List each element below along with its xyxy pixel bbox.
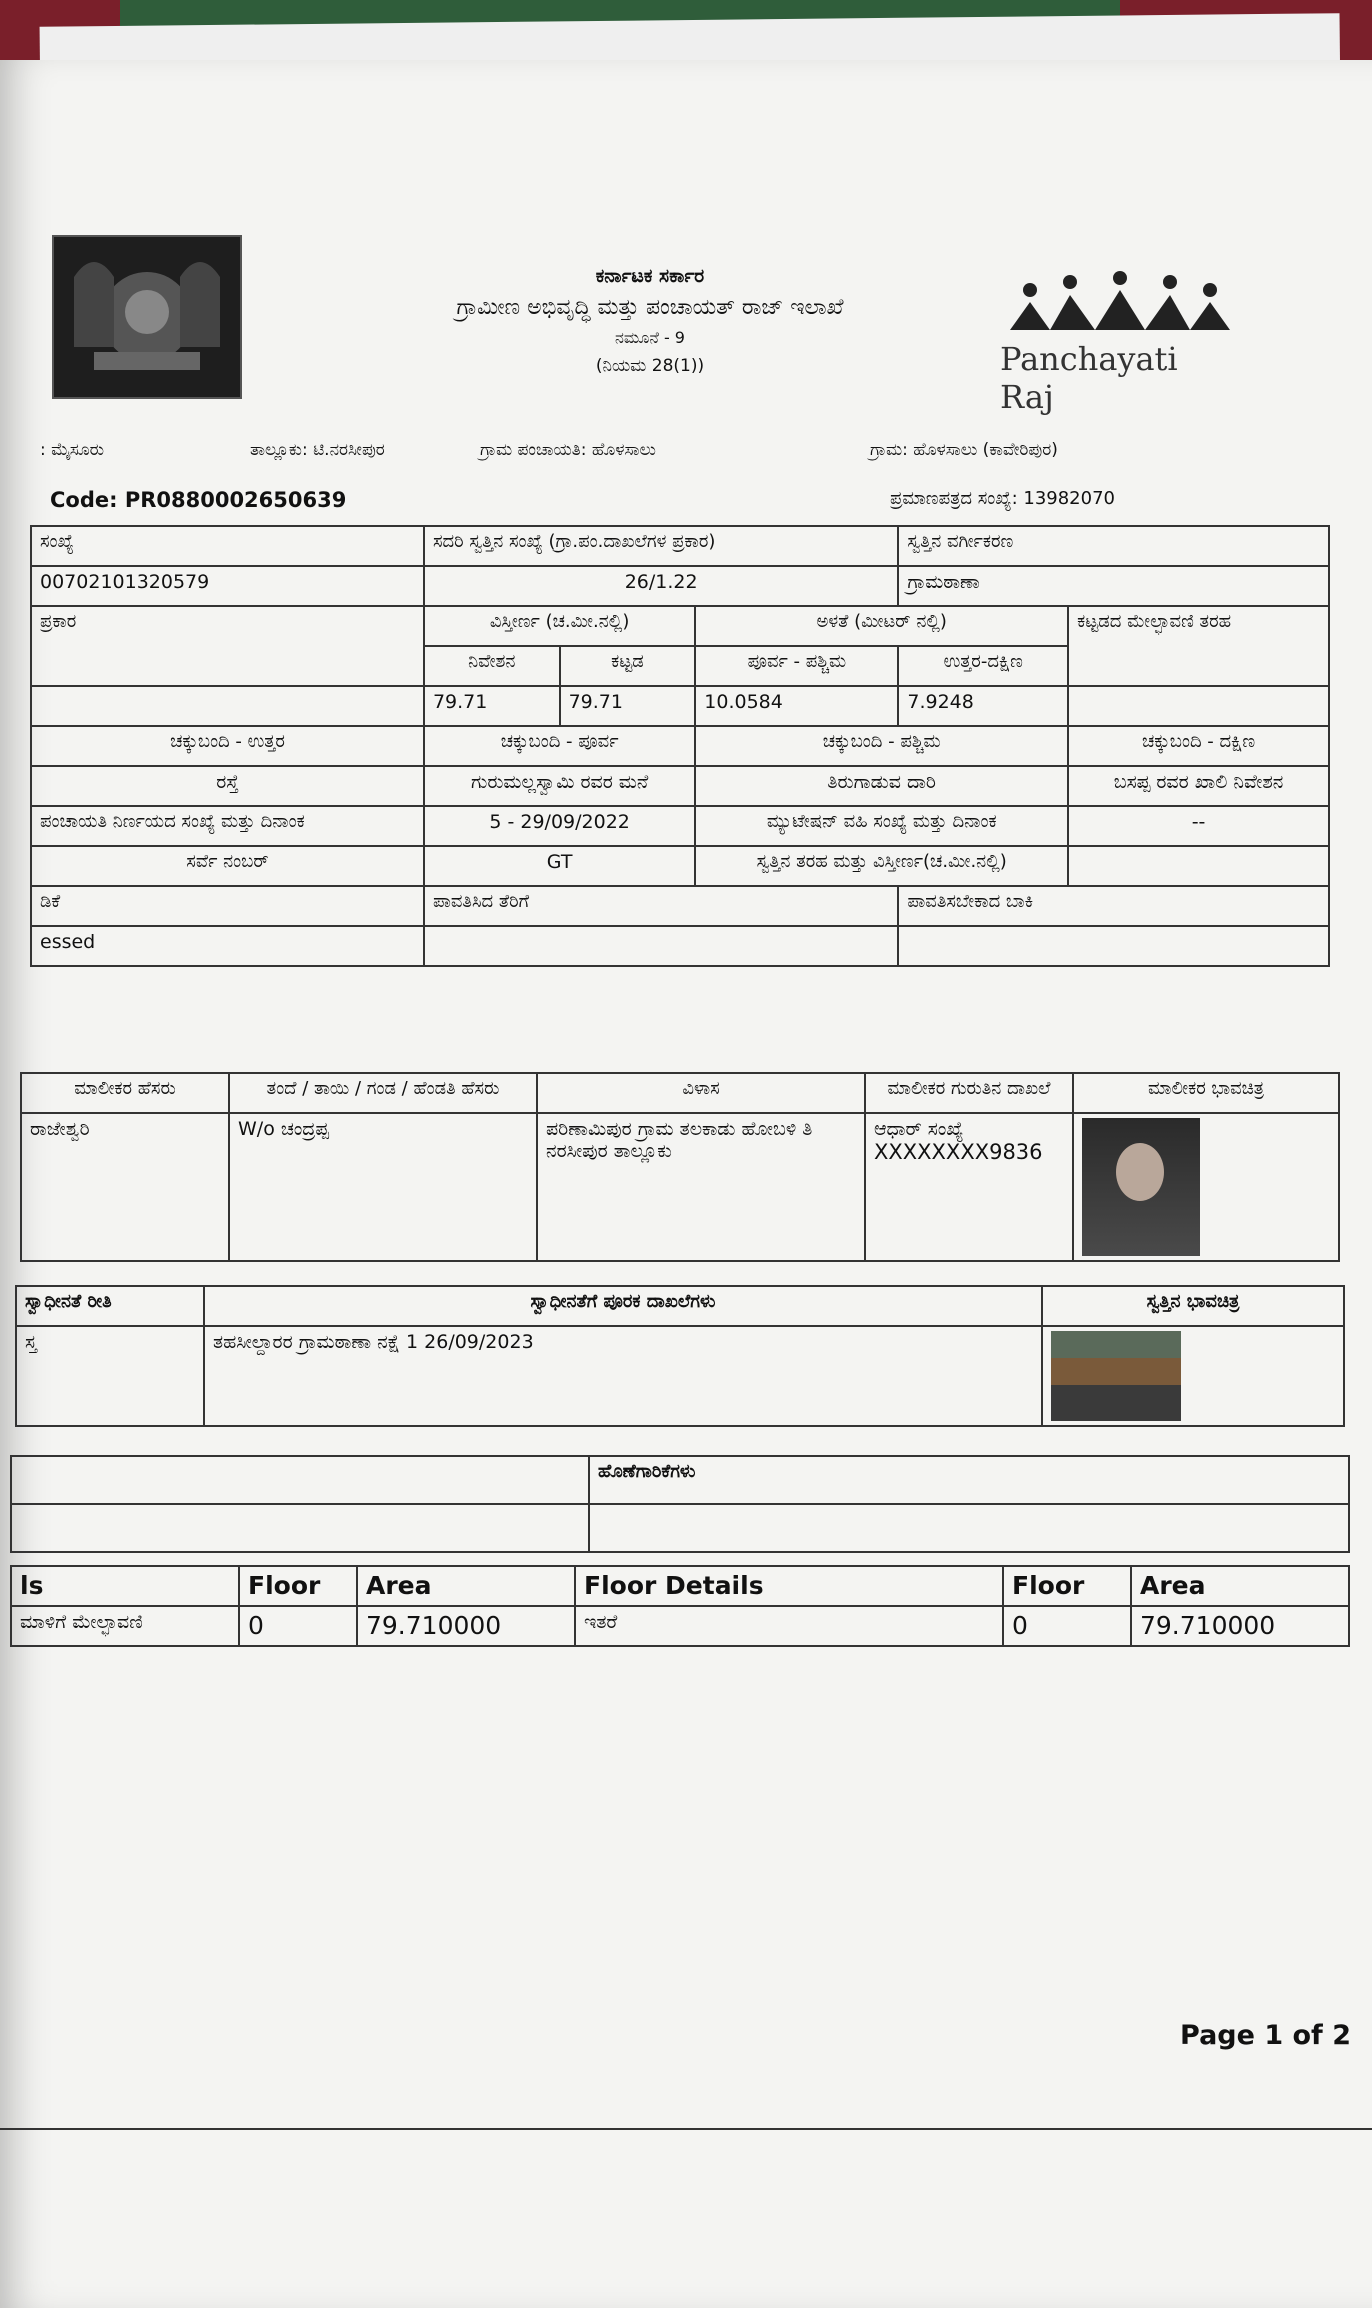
owner-photo-cell [1073,1113,1339,1261]
logo-text: Panchayati Raj [1000,340,1178,416]
table-row [31,846,1329,886]
photo-header: ಮಾಲೀಕರ ಭಾವಚಿತ್ರ [1073,1073,1339,1113]
divider [0,2128,1372,2130]
table-row [31,526,1329,566]
mutation-value: -- [1068,806,1329,846]
area-header: Area [1131,1566,1349,1606]
empty-cell [424,926,898,966]
id-number: XXXXXXXX9836 [874,1140,1043,1164]
panchayati-raj-icon [1000,270,1240,340]
col-property-number: ಸದರಿ ಸ್ವತ್ತಿನ ಸಂಖ್ಯೆ (ಗ್ರಾ.ಪಂ.ದಾಖಲೆಗಳ ಪ್ರಕಾರ) [424,526,898,566]
empty-cell [898,926,1329,966]
paid-tax-label: ಪಾವತಿಸಿದ ತೆರಿಗೆ [424,886,898,926]
page-number: Page 1 of 2 [1180,2020,1351,2051]
floor-area: 79.710000 [357,1606,575,1646]
possession-mode-header: ಸ್ವಾಧೀನತೆ ರೀತಿ [16,1286,204,1326]
table-row [16,1326,1344,1426]
panchayati-raj-logo [1000,270,1240,416]
assessed-label: essed [31,926,424,966]
owner-relation: W/o ಚಂದ್ರಪ್ಪ [229,1113,537,1261]
table-row [31,886,1329,926]
building-header: ಕಟ್ಟಡ [560,646,696,686]
possession-docs-header: ಸ್ವಾಧೀನತೆಗೆ ಪೂರಕ ದಾಖಲೆಗಳು [204,1286,1042,1326]
certificate-number: ಪ್ರಮಾಣಪತ್ರದ ಸಂಖ್ಯೆ: 13982070 [890,488,1115,509]
relation-header: ತಂದೆ / ತಾಯಿ / ಗಂಡ / ಹೆಂಡತಿ ಹೆಸರು [229,1073,537,1113]
property-photo-cell [1042,1326,1344,1426]
liabilities-table [10,1455,1350,1553]
property-table [30,525,1330,967]
resolution-label: ಪಂಚಾಯತಿ ನಿರ್ಣಯದ ಸಂಖ್ಯೆ ಮತ್ತು ದಿನಾಂಕ [31,806,424,846]
property-photo-header: ಸ್ವತ್ತಿನ ಭಾವಚಿತ್ರ [1042,1286,1344,1326]
boundary-north-label: ಚಕ್ಕುಬಂದಿ - ಉತ್ತರ [31,726,424,766]
boundary-south-label: ಚಕ್ಕುಬಂದಿ - ದಕ್ಷಿಣ [1068,726,1329,766]
owner-id [865,1113,1073,1261]
empty-cell [11,1456,589,1504]
classification: ಗ್ರಾಮಠಾಣಾ [898,566,1329,606]
possession-mode: ಸ್ತ [16,1326,204,1426]
table-row [31,926,1329,966]
boundary-east-label: ಚಕ್ಕುಬಂದಿ - ಪೂರ್ವ [424,726,695,766]
north-south-length: 7.9248 [898,686,1068,726]
col-number: ಸಂಖ್ಯೆ [31,526,424,566]
property-id: 00702101320579 [31,566,424,606]
owner-table [20,1072,1340,1262]
dept-name: ಗ್ರಾಮೀಣ ಅಭಿವೃದ್ಧಿ ಮತ್ತು ಪಂಚಾಯತ್ ರಾಜ್ ಇಲಾಖೆ [456,295,844,320]
empty-cell [1068,846,1329,886]
roof-type-header: ಕಟ್ಟಡದ ಮೇಲ್ಛಾವಣಿ ತರಹ [1068,606,1329,686]
east-west-length: 10.0584 [695,686,898,726]
boundary-west: ತಿರುಗಾಡುವ ದಾರಿ [695,766,1068,806]
east-west-header: ಪೂರ್ವ - ಪಶ್ಚಿಮ [695,646,898,686]
form-header [300,265,1000,384]
table-row [31,726,1329,766]
table-row [31,806,1329,846]
table-row [11,1606,1349,1646]
type-label: ಪ್ರಕಾರ [31,606,424,686]
gram-panchayat: ಗ್ರಾಮ ಪಂಚಾಯತಿ: ಹೊಳಸಾಲು [480,440,656,460]
site-area: 79.71 [424,686,560,726]
owner-name: ರಾಜೇಶ್ವರಿ [21,1113,229,1261]
dimension-header: ಅಳತೆ (ಮೀಟರ್ ನಲ್ಲಿ) [695,606,1068,646]
id-type: ಆಧಾರ್ ಸಂಖ್ಯೆ [874,1118,964,1140]
address-header: ವಿಳಾಸ [537,1073,865,1113]
floor-number: 0 [239,1606,357,1646]
table-row [31,566,1329,606]
floor-area: 79.710000 [1131,1606,1349,1646]
table-row [21,1113,1339,1261]
table-row [11,1504,1349,1552]
table-row [31,766,1329,806]
survey-label: ಸರ್ವೆ ನಂಬರ್ [31,846,424,886]
property-code: Code: PR0880002650639 [50,488,347,512]
table-row [31,686,1329,726]
empty-cell [31,686,424,726]
property-photo [1051,1331,1181,1421]
resolution-value: 5 - 29/09/2022 [424,806,695,846]
empty-cell [589,1504,1349,1552]
govt-name: ಕರ್ನಾಟಕ ಸರ್ಕಾರ [595,265,705,287]
floor-type: ಮಾಳಿಗೆ ಮೇಲ್ಛಾವಣಿ [11,1606,239,1646]
floor-header: Floor [239,1566,357,1606]
floor-table [10,1565,1350,1647]
floor-header: Floor [1003,1566,1131,1606]
boundary-south: ಬಸಪ್ಪ ರವರ ಖಾಲಿ ನಿವೇಶನ [1068,766,1329,806]
area-header: Area [357,1566,575,1606]
boundary-east: ಗುರುಮಲ್ಲಸ್ವಾಮಿ ರವರ ಮನೆ [424,766,695,806]
district: : ಮೈಸೂರು [40,440,105,460]
boundary-west-label: ಚಕ್ಕುಬಂದಿ - ಪಶ್ಚಿಮ [695,726,1068,766]
col-classification: ಸ್ವತ್ತಿನ ವರ್ಗೀಕರಣ [898,526,1329,566]
floor-col-header: ls [11,1566,239,1606]
mutation-label: ಮ್ಯುಟೇಷನ್ ವಹಿ ಸಂಖ್ಯೆ ಮತ್ತು ದಿನಾಂಕ [695,806,1068,846]
boundary-north: ರಸ್ತೆ [31,766,424,806]
empty-cell [1068,686,1329,726]
karnataka-emblem-icon [52,235,242,399]
property-number: 26/1.22 [424,566,898,606]
table-row [16,1286,1344,1326]
floor-details-header: Floor Details [575,1566,1003,1606]
liabilities-header: ಹೊಣೆಗಾರಿಕೆಗಳು [589,1456,1349,1504]
id-header: ಮಾಲೀಕರ ಗುರುತಿನ ದಾಖಲೆ [865,1073,1073,1113]
owner-name-header: ಮಾಲೀಕರ ಹೆಸರು [21,1073,229,1113]
possession-table [15,1285,1345,1427]
village: ಗ್ರಾಮ: ಹೊಳಸಾಲು (ಕಾವೇರಿಪುರ) [870,440,1058,460]
table-row [21,1073,1339,1113]
survey-value: GT [424,846,695,886]
owner-address: ಪರಿಣಾಮಿಪುರ ಗ್ರಾಮ ತಲಕಾಡು ಹೋಬಳಿ ತಿ ನರಸೀಪುರ ತಾಲ್ಲೂಕು [537,1113,865,1261]
table-row [11,1456,1349,1504]
empty-cell [11,1504,589,1552]
table-row [31,606,1329,646]
area-header: ವಿಸ್ತೀರ್ಣ (ಚ.ಮೀ.ನಲ್ಲಿ) [424,606,695,646]
form-number: ನಮೂನೆ - 9 [615,328,685,347]
floor-details: ಇತರೆ [575,1606,1003,1646]
balance-label: ಪಾವತಿಸಬೇಕಾದ ಬಾಕಿ [898,886,1329,926]
north-south-header: ಉತ್ತರ-ದಕ್ಷಿಣ [898,646,1068,686]
tax-label: ಡಿಕೆ [31,886,424,926]
site-header: ನಿವೇಶನ [424,646,560,686]
property-type-label: ಸ್ವತ್ತಿನ ತರಹ ಮತ್ತು ವಿಸ್ತೀರ್ಣ(ಚ.ಮೀ.ನಲ್ಲಿ) [695,846,1068,886]
owner-photo [1082,1118,1200,1256]
floor-number: 0 [1003,1606,1131,1646]
table-row [11,1566,1349,1606]
rule-number: (ನಿಯಮ 28(1)) [595,356,705,376]
possession-docs: ತಹಸೀಲ್ದಾರರ ಗ್ರಾಮಠಾಣಾ ನಕ್ಷೆ 1 26/09/2023 [204,1326,1042,1426]
taluk: ತಾಲ್ಲೂಕು: ಟಿ.ನರಸೀಪುರ [250,440,385,460]
building-area: 79.71 [560,686,696,726]
